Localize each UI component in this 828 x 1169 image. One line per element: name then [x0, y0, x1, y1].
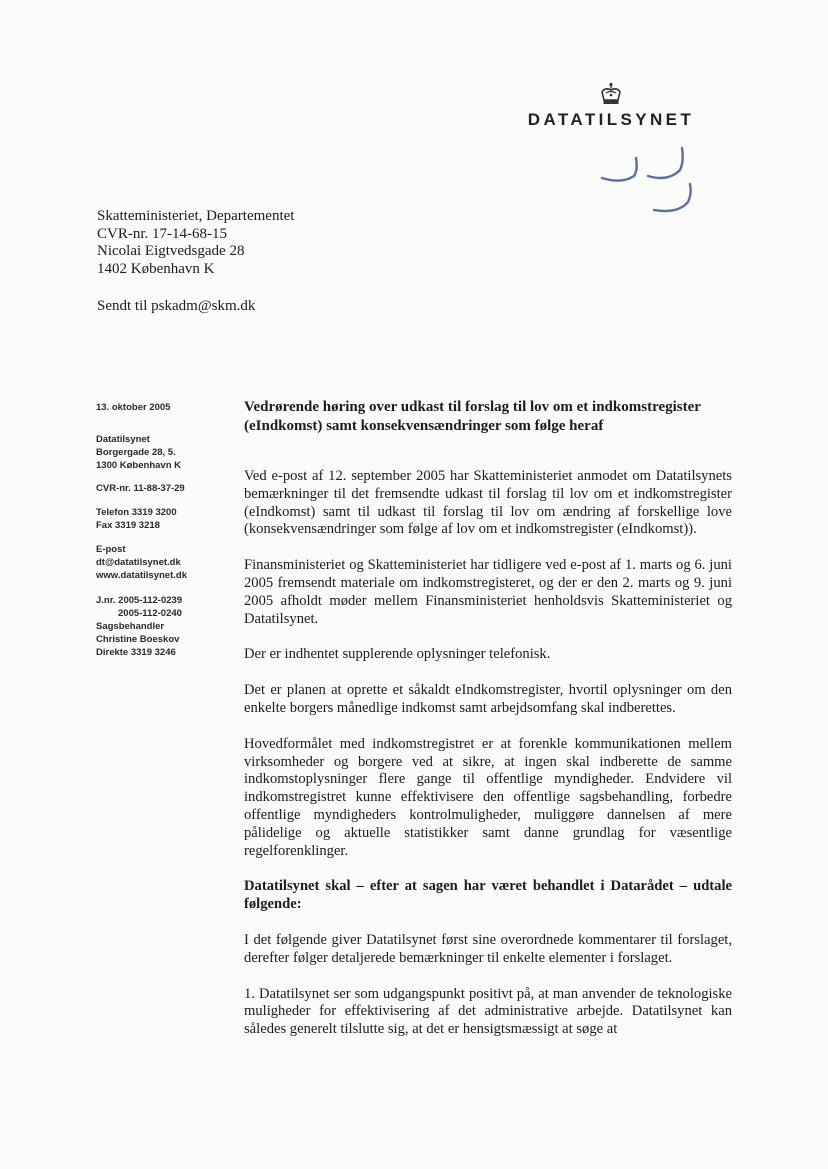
sender-email-label: E-post: [96, 544, 126, 555]
sent-to-line: Sendt til pskadm@skm.dk: [97, 298, 256, 314]
sender-sidebar: [96, 401, 226, 659]
handwritten-initials: [592, 140, 702, 220]
paragraph-2: Finansministeriet og Skatteministeriet har tidligere ved e-post af 1. marts og 6. juni 2005 fremsendt materiale om indkomstregisteret, og der er den 2. marts og 9. juni 2005 afholdt møder mellem Finansministeriet henholdsvis Skatteministeriet og Datatilsynet.: [244, 557, 732, 627]
paragraph-8: 1. Datatilsynet ser som udgangspunkt positivt på, at man anvender de teknologiske muligheder for effektivisering af det administrative arbejde. Datatilsynet kan således generelt tilslutte sig, at det er hensigtsmæssigt at søge at: [244, 985, 732, 1038]
paragraph-5: Hovedformålet med indkomstregistret er at forenkle kommunikationen mellem virksomheder og borgere ved at sikre, at ingen skal indberette de samme indkomstoplysninger flere gange til offentlige myndigheder. Endvidere vil indkomstregistret kunne effektivisere den offentlige sagsbehandling, forbedre offentlige myndigheders kontrolmuligheder, muliggøre dannelsen af mere pålidelige og aktuelle statistikker samt danne grundlag for væsentlige regelforenklinger.: [244, 735, 732, 859]
brand-name: DATATILSYNET: [527, 110, 695, 129]
letterhead-logo: [508, 82, 714, 130]
paragraph-3: Der er indhentet supplerende oplysninger telefonisk.: [244, 646, 551, 663]
journal-number-1: J.nr. 2005-112-0239: [96, 595, 183, 606]
direct-phone: Direkte 3319 3246: [96, 647, 176, 658]
recipient-street: Nicolai Eigtvedsgade 28: [97, 243, 245, 260]
letter-body: [244, 398, 732, 1057]
handler-name: Christine Boeskov: [96, 634, 180, 645]
sender-phone: Telefon 3319 3200: [96, 507, 177, 518]
sender-email: dt@datatilsynet.dk: [96, 557, 181, 568]
crown-icon: [599, 82, 623, 108]
journal-number-2: 2005-112-0240: [118, 608, 182, 619]
sender-cvr: CVR-nr. 11-88-37-29: [96, 483, 185, 494]
recipient-address: [97, 208, 294, 278]
letter-date: 13. oktober 2005: [96, 402, 171, 413]
handler-label: Sagsbehandler: [96, 621, 165, 632]
recipient-name: Skatteministeriet, Departementet: [97, 208, 295, 224]
paragraph-1: Ved e-post af 12. september 2005 har Skatteministeriet anmodet om Datatilsynets bemærkninger til det fremsendte udkast til forslag til lov om et indkomstregister (eIndkomst) samt til udkast til forslag til lov om ændring af forskellige love (konsekvensændringer som følge af lov om et indkomstregister (eIndkomst)).: [244, 468, 732, 538]
recipient-cvr: CVR-nr. 17-14-68-15: [97, 225, 227, 242]
sender-street: Borgergade 28, 5.: [96, 447, 176, 458]
paragraph-7: I det følgende giver Datatilsynet først sine overordnede kommentarer til forslaget, derefter følger detaljerede bemærkninger til enkelte elementer i forslaget.: [244, 931, 732, 966]
paragraph-4: Det er planen at oprette et såkaldt eIndkomstregister, hvortil oplysninger om den enkelte borgers månedlige indkomst samt arbejdsomfang skal indberettes.: [244, 682, 732, 716]
sender-fax: Fax 3319 3218: [96, 520, 160, 531]
sender-city: 1300 København K: [96, 460, 181, 471]
sender-web: www.datatilsynet.dk: [96, 570, 187, 581]
paragraph-6: Datatilsynet skal – efter at sagen har været behandlet i Datarådet – udtale følgende:: [244, 878, 732, 913]
sender-org: Datatilsynet: [96, 434, 150, 445]
recipient-city: 1402 København K: [97, 260, 215, 277]
subject-heading: Vedrørende høring over udkast til forslag til lov om et indkomstregister (eIndkomst) samt konsekvensændringer som følge heraf: [244, 399, 701, 434]
